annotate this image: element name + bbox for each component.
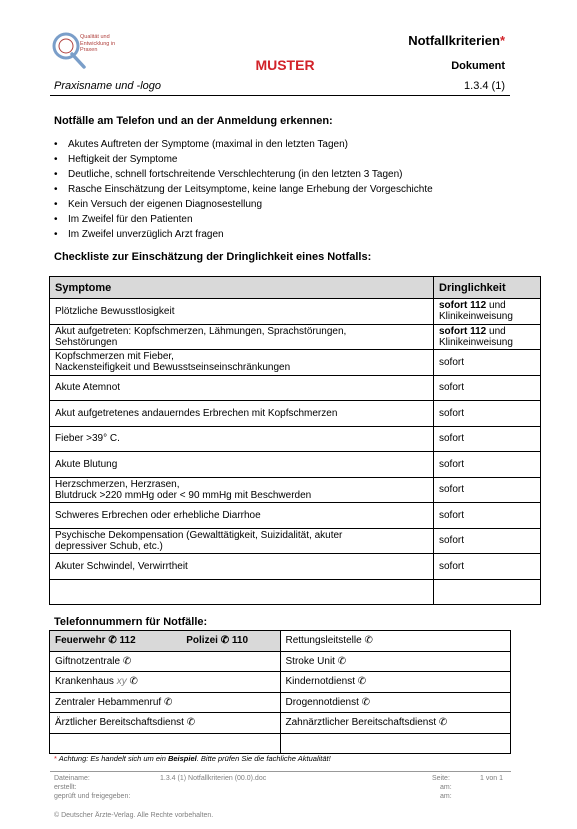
urgency-text: sofort [439,433,465,445]
column-header-symptoms: Symptome [50,277,434,299]
symptom-line: Akut aufgetretenes andauerndes Erbrechen mit Kopfschmerzen [55,407,338,419]
list-item: • Heftigkeit der Symptome [68,152,538,167]
urgency-text: sofort [439,382,465,394]
phone-icon: ✆ [361,696,371,708]
am-label: am: [440,784,452,791]
phone-icon: ✆ [337,655,347,667]
symptom-line: Schweres Erbrechen oder erhebliche Diarrhoe [55,509,261,521]
symptom-line: Psychische Dekompensation (Gewalttätigkeit, Suizidalität, akuter [55,529,343,541]
urgency-text: sofort [439,356,465,368]
urgency-text: sofort [439,407,465,419]
polizei-number: 110 [231,635,249,647]
symptom-cell [50,350,434,376]
empty-cell [50,733,281,754]
symptom-cell [50,477,434,503]
table-row [50,426,541,452]
hebammenruf-cell [50,692,281,713]
urgency-cell [434,401,541,427]
dateiname-label: Dateiname: [54,775,90,782]
table-row [50,713,511,734]
table-row [50,350,541,376]
urgency-cell [434,299,541,325]
urgency-text: sofort [439,484,465,496]
symptom-line: Blutdruck >220 mmHg oder < 90 mmHg mit Beschwerden [55,489,312,501]
table-row [50,299,541,325]
seite-value: 1 von 1 [480,775,503,782]
table-row [50,692,511,713]
urgency-cell [434,324,541,350]
table-row-empty [50,733,511,754]
list-item: • Deutliche, schnell fortschreitende Verschlechterung (in den letzten 3 Tagen) [68,167,538,182]
feuerwehr-number: 112 [119,635,136,647]
table-row [50,503,541,529]
table-header-row [50,277,541,299]
recognize-list [50,137,538,242]
symptom-line: Akute Blutung [55,458,118,470]
feuerwehr-label: Feuerwehr [55,635,106,647]
table-row [50,528,541,554]
urgency-cell [434,452,541,478]
phone-icon: ✆ [438,717,448,729]
polizei-label: Polizei [186,635,218,647]
urgency-text: sofort [439,509,465,521]
phone-icon: ✆ [129,676,138,688]
urgency-cell [434,375,541,401]
symptom-line: Nackensteifigkeit und Bewusstseinseinschränkungen [55,362,291,374]
symptom-line: depressiver Schub, etc.) [55,540,163,552]
list-item: • Im Zweifel für den Patienten [68,212,538,227]
krankenhaus-cell [50,672,281,693]
table-row [50,452,541,478]
symptom-cell [50,324,434,350]
urgency-text: und Klinikeinweisung [439,300,513,323]
giftnotzentrale-cell [50,651,281,672]
urgency-text: sofort [439,458,465,470]
urgency-bold: sofort 112 [439,325,487,337]
phone-icon: ✆ [108,635,117,647]
am-label: am: [440,793,452,800]
table-row [50,554,541,580]
rettungsleitstelle-cell [280,631,511,652]
symptom-line: Akute Atemnot [55,382,121,394]
dateiname-value: 1.3.4 (1) Notfallkriterien (00.0).doc [160,775,267,782]
seite-label: Seite: [432,775,450,782]
recognize-heading: Notfälle am Telefon und an der Anmeldung erkennen: [54,115,333,127]
urgency-text: sofort [439,560,465,572]
urgency-cell [434,503,541,529]
footer-page-labels [432,774,452,801]
table-row [50,477,541,503]
krankenhaus-label: Krankenhaus [55,676,114,688]
footer-labels [54,774,130,801]
empty-cell [280,733,511,754]
table-row [50,631,511,652]
muster-label: MUSTER [255,57,315,73]
phone-icon: ✆ [220,635,230,647]
copyright: © Deutscher Ärzte-Verlag. Alle Rechte vorbehalten. [54,812,214,819]
rettungsleitstelle-label: Rettungsleitstelle [285,635,362,647]
symptom-cell [50,401,434,427]
symptom-cell [50,554,434,580]
kindernotdienst-cell [280,672,511,693]
emergency-numbers-cell [50,631,281,652]
document-number: 1.3.4 (1) [464,80,505,92]
footer-divider [50,771,511,772]
title-text: Notfallkriterien [408,33,500,48]
phone-icon: ✆ [186,717,196,729]
checklist-heading: Checkliste zur Einschätzung der Dringlichkeit eines Notfalls: [54,251,372,263]
document-title [408,33,505,48]
note-bold: Beispiel [167,754,197,763]
table-row [50,401,541,427]
symptom-cell [50,426,434,452]
hebammenruf-label: Zentraler Hebammenruf [55,696,162,708]
list-item: • Kein Versuch der eigenen Diagnosestellung [68,197,538,212]
logo-line: Qualität und [80,34,110,40]
urgency-cell [434,426,541,452]
symptom-line: Kopfschmerzen mit Fieber, [55,351,174,363]
drogennotdienst-cell [280,692,511,713]
empty-cell [434,579,541,605]
urgency-text: und Klinikeinweisung [439,325,513,348]
aerztlicher-label: Ärztlicher Bereitschaftsdienst [55,717,184,729]
symptom-cell [50,528,434,554]
list-item: • Im Zweifel unverzüglich Arzt fragen [68,227,538,242]
krankenhaus-placeholder: xy [116,676,127,688]
symptom-line: Akut aufgetreten: Kopfschmerzen, Lähmungen, Sprachstörungen, [55,325,347,337]
logo-line: Entwicklung in [80,40,116,47]
column-header-urgency: Dringlichkeit [434,277,541,299]
title-asterisk: * [499,33,505,48]
symptom-cell [50,452,434,478]
symptom-line: Akuter Schwindel, Verwirrtheit [55,560,188,572]
phone-icon: ✆ [122,655,132,667]
table-row [50,672,511,693]
urgency-text: sofort [439,535,465,547]
kindernotdienst-label: Kindernotdienst [285,676,355,688]
urgency-cell [434,528,541,554]
logo-text [80,34,150,54]
phone-table [49,630,511,754]
phone-icon: ✆ [364,635,373,647]
urgency-cell [434,554,541,580]
symptom-cell [50,299,434,325]
stroke-unit-cell [280,651,511,672]
list-item: • Rasche Einschätzung der Leitsymptome, keine lange Erhebung der Vorgeschichte [68,182,538,197]
note-suffix: . Bitte prüfen Sie die fachliche Aktualität! [196,754,331,763]
zahnaerztlicher-label: Zahnärztlicher Bereitschaftsdienst [285,717,437,729]
table-row [50,375,541,401]
empty-cell [50,579,434,605]
drogennotdienst-label: Drogennotdienst [285,696,359,708]
symptom-cell [50,503,434,529]
note-prefix: Achtung: Es handelt sich um ein [56,754,168,763]
checklist-table [49,276,541,605]
praxis-name: Praxisname und -logo [54,80,162,92]
table-row [50,651,511,672]
list-item: • Akutes Auftreten der Symptome (maximal in den letzten Tagen) [68,137,538,152]
document-label: Dokument [451,60,505,72]
logo-line: Praxen [80,47,98,53]
geprueft-label: geprüft und freigegeben: [54,793,131,800]
symptom-line: Plötzliche Bewusstlosigkeit [55,305,175,317]
stroke-unit-label: Stroke Unit [285,655,335,667]
urgency-bold: sofort 112 [439,300,487,312]
urgency-cell [434,350,541,376]
table-row [50,324,541,350]
header-divider [50,95,510,96]
phone-icon: ✆ [357,676,367,688]
disclaimer-note [54,754,331,763]
phone-icon: ✆ [163,696,173,708]
note-asterisk: * [54,754,57,763]
symptom-line: Herzschmerzen, Herzrasen, [55,478,180,490]
symptom-line: Fieber >39° C. [55,433,120,445]
giftnotzentrale-label: Giftnotzentrale [55,655,121,667]
zahnaerztlicher-cell [280,713,511,734]
urgency-cell [434,477,541,503]
aerztlicher-cell [50,713,281,734]
erstellt-label: erstellt: [54,784,77,791]
symptom-line: Sehstörungen [55,336,118,348]
table-row-empty [50,579,541,605]
symptom-cell [50,375,434,401]
phones-heading: Telefonnummern für Notfälle: [54,616,208,628]
